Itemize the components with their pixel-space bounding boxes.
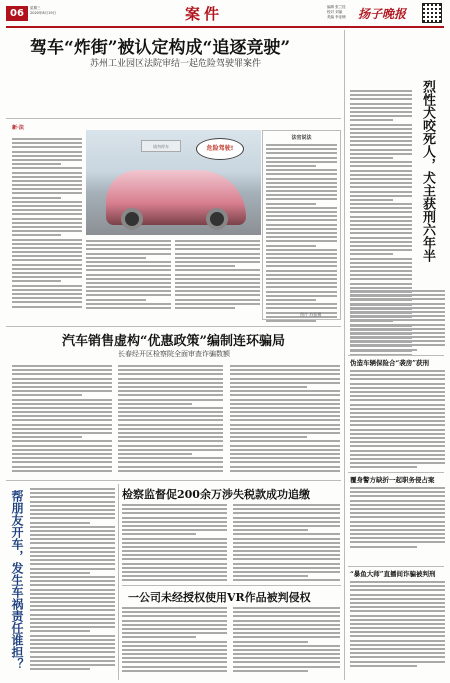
photo-speech-bubble: 危险驾驶! [196, 138, 244, 160]
lead-body-col3 [175, 240, 260, 311]
divider [6, 118, 341, 119]
paper-info: 编辑 张兰桂 校对 刘丽 美编 李亚楠 [327, 5, 346, 19]
right-body-1b [350, 290, 445, 353]
header-rule [6, 26, 444, 28]
wheel [206, 208, 228, 230]
right-item4-title: “暴鱼大师”直播间诈骗被判刑 [350, 570, 436, 578]
photo-sign: 请勿停车 [141, 140, 181, 152]
right-body-3 [350, 487, 445, 550]
lead-body-col1 [12, 138, 82, 310]
divider [348, 355, 444, 356]
third-headline: 检察监督促200余万涉失税款成功追缴 [122, 488, 310, 501]
second-body-col1 [12, 365, 112, 474]
right-body-2 [350, 370, 445, 471]
column-divider [344, 30, 345, 680]
qr-code [422, 3, 442, 23]
column-tag: 新·法 [12, 125, 24, 131]
third-body-col1 [122, 504, 227, 584]
law-commentary-box: 法官说法 [262, 130, 341, 320]
page-number: 06 [6, 6, 28, 21]
wheel [121, 208, 143, 230]
lead-headline: 驾车“炸街”被认定构成“追逐竞驶” [30, 38, 291, 58]
right-item3-title: 覆身警方缺折一起职务侵占案 [350, 476, 435, 484]
second-body-col2 [118, 365, 223, 474]
third-body-col2 [233, 504, 340, 584]
divider [122, 585, 341, 586]
photo-credit: 图片 苏报摄 [300, 312, 322, 317]
column-divider [118, 484, 119, 680]
newspaper-logo: 扬子晚报 [358, 7, 407, 21]
issue-date: 星期三 2020年8月19日 [30, 6, 57, 15]
left-body [30, 488, 115, 672]
right-body-4 [350, 581, 445, 669]
right-vertical-headline: 烈性犬咬死人，犬主获刑六年半 [420, 80, 435, 262]
divider [6, 480, 341, 481]
right-item2-title: 伪造车辆保险合“袭房”获刑 [350, 359, 429, 367]
second-subhead: 长春经开区检察院全面审查诈骗数额 [118, 350, 230, 358]
divider [348, 472, 444, 473]
lead-body-col2 [86, 240, 171, 311]
divider [6, 326, 341, 327]
section-title: 案件 [185, 5, 224, 23]
fourth-body-col1 [122, 607, 227, 674]
second-headline: 汽车销售虚构“优惠政策”编制连环骗局 [62, 334, 285, 349]
fourth-headline: 一公司未经授权使用VR作品被判侵权 [128, 591, 311, 604]
lead-photo [86, 130, 261, 235]
fourth-body-col2 [233, 607, 340, 674]
second-body-col3 [230, 365, 340, 474]
lead-subhead: 苏州工业园区法院审结一起危险驾驶罪案件 [90, 59, 262, 69]
divider [348, 566, 444, 567]
left-vertical-headline: 帮朋友开车，发生车祸责任谁担？ [10, 490, 24, 670]
